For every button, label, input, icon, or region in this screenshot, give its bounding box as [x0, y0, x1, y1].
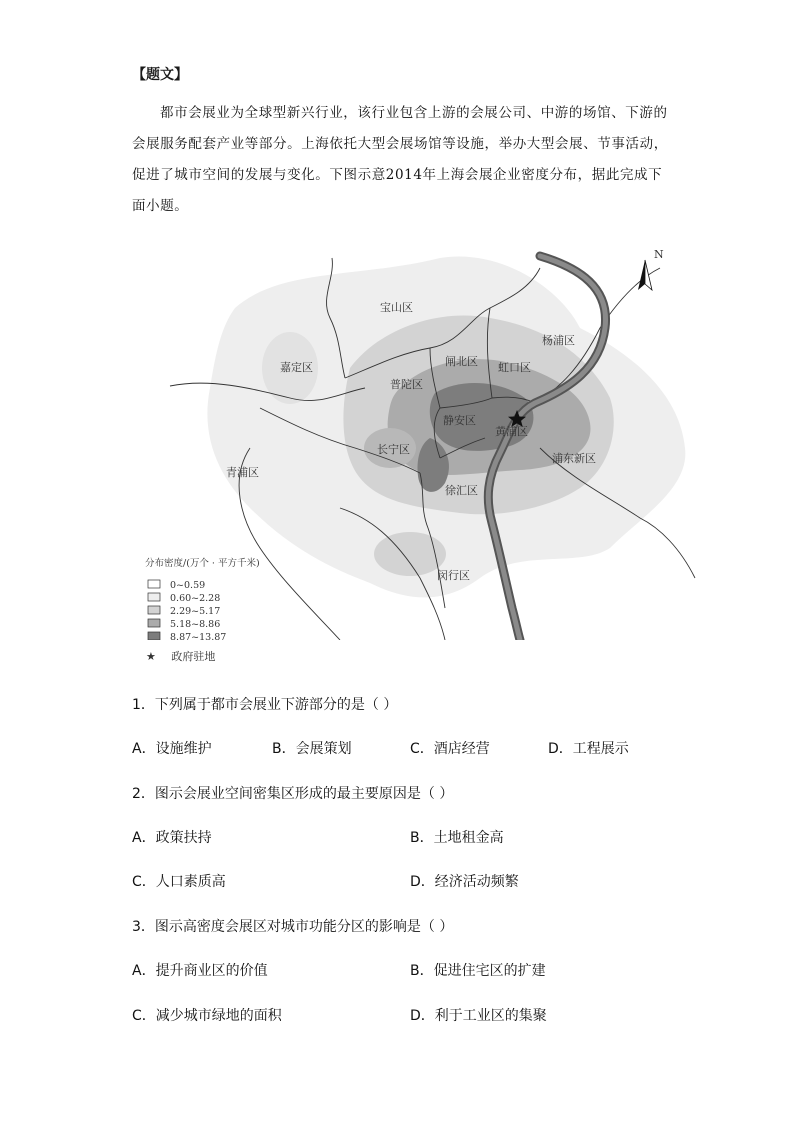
north-label: N	[654, 248, 664, 261]
option[interactable]: A．设施维护	[132, 741, 212, 757]
district-label: 虹口区	[498, 361, 531, 374]
option[interactable]: B．会展策划	[272, 741, 352, 757]
district-label: 徐汇区	[445, 484, 478, 497]
legend-label: 0.60~2.28	[170, 593, 221, 604]
passage	[132, 98, 670, 222]
district-label: 浦东新区	[552, 452, 596, 465]
legend-swatch	[148, 580, 160, 588]
north-arrow-icon	[638, 260, 652, 290]
district-label: 普陀区	[390, 378, 423, 391]
legend-label: 5.18~8.86	[170, 619, 221, 630]
question-stem: 2．图示会展业空间密集区形成的最主要原因是（ ）	[132, 786, 454, 802]
passage-line: 促进了城市空间的发展与变化。下图示意2014年上海会展企业密度分布，据此完成下	[132, 167, 663, 183]
option[interactable]: B．促进住宅区的扩建	[410, 963, 546, 979]
district-label: 长宁区	[377, 443, 410, 456]
option[interactable]: D．工程展示	[548, 741, 629, 757]
option[interactable]: D．经济活动频繁	[410, 874, 519, 890]
legend-swatch	[148, 606, 160, 614]
legend-gov-label: 政府驻地	[171, 650, 216, 663]
district-label: 黄浦区	[495, 425, 528, 438]
legend-title: 分布密度/(万个 · 平方千米)	[145, 558, 260, 569]
section-tag: 【题文】	[132, 67, 188, 83]
district-label: 青浦区	[226, 466, 259, 479]
legend-swatch	[148, 619, 160, 627]
legend-swatch	[148, 632, 160, 640]
legend-gov-row	[146, 648, 215, 664]
district-label: 杨浦区	[542, 334, 575, 347]
option[interactable]: B．土地租金高	[410, 830, 504, 846]
district-label: 宝山区	[380, 301, 413, 314]
legend-label: 2.29~5.17	[170, 606, 221, 617]
option[interactable]: C．减少城市绿地的面积	[132, 1008, 282, 1024]
option[interactable]: C．人口素质高	[132, 874, 226, 890]
district-label: 静安区	[443, 414, 476, 427]
passage-line: 都市会展业为全球型新兴行业，该行业包含上游的会展公司、中游的场馆、下游的	[160, 105, 668, 121]
district-label: 闵行区	[437, 569, 470, 582]
question-stem: 3．图示高密度会展区对城市功能分区的影响是（ ）	[132, 919, 454, 935]
legend-label: 8.87~13.87	[170, 632, 227, 640]
option[interactable]: D．利于工业区的集聚	[410, 1008, 547, 1024]
legend-star-icon: ★	[146, 650, 156, 663]
density-map	[140, 248, 700, 640]
option[interactable]: C．酒店经营	[410, 741, 490, 757]
passage-line: 会展服务配套产业等部分。上海依托大型会展场馆等设施，举办大型会展、节事活动，	[132, 136, 668, 152]
legend-label: 0~0.59	[170, 580, 206, 591]
map-legend	[145, 557, 260, 640]
option[interactable]: A．政策扶持	[132, 830, 212, 846]
district-label: 闸北区	[445, 355, 478, 368]
district-label: 嘉定区	[280, 361, 313, 374]
question-stem: 1．下列属于都市会展业下游部分的是（ ）	[132, 697, 398, 713]
option[interactable]: A．提升商业区的价值	[132, 963, 268, 979]
legend-swatch	[148, 593, 160, 601]
passage-line: 面小题。	[132, 198, 189, 214]
